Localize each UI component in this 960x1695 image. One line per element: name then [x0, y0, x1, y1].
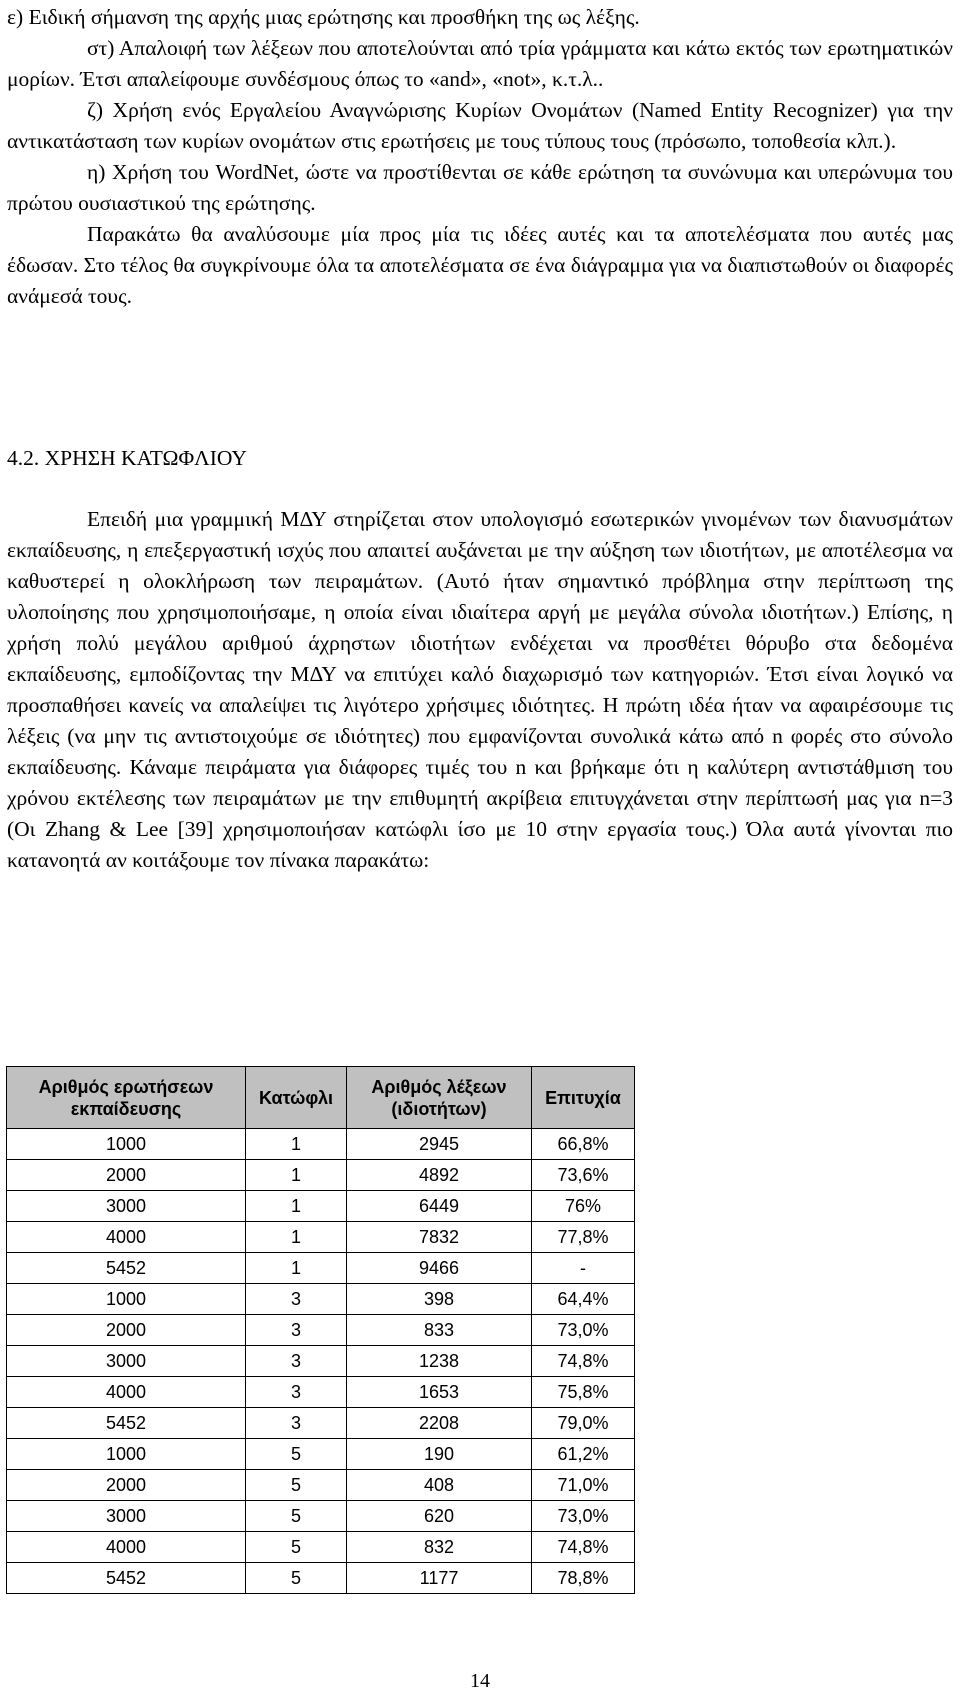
- table-row: [7, 1563, 635, 1594]
- cell-questions: 1000: [7, 1284, 246, 1315]
- table-row: [7, 1160, 635, 1191]
- cell-success: 66,8%: [532, 1129, 635, 1160]
- cell-success: 79,0%: [532, 1408, 635, 1439]
- cell-success: 78,8%: [532, 1563, 635, 1594]
- section-heading: 4.2. ΧΡΗΣΗ ΚΑΤΩΦΛΙΟΥ: [7, 446, 247, 470]
- table-row: [7, 1129, 635, 1160]
- results-table: [6, 1066, 635, 1594]
- cell-success: 64,4%: [532, 1284, 635, 1315]
- cell-success: -: [532, 1253, 635, 1284]
- table-row: [7, 1439, 635, 1470]
- cell-words: 1177: [347, 1563, 532, 1594]
- table-row: [7, 1532, 635, 1563]
- paragraph-intro: Παρακάτω θα αναλύσουμε μία προς μία τις ιδέες αυτές και τα αποτελέσματα που αυτές μας έδωσαν. Στο τέλος θα συγκρίνουμε όλα τα αποτελέσματα σε ένα διάγραμμα για να διαπιστωθούν οι διαφορές ανάμεσά τους.: [7, 222, 953, 308]
- cell-questions: 2000: [7, 1160, 246, 1191]
- cell-words: 833: [347, 1315, 532, 1346]
- cell-threshold: 3: [246, 1346, 347, 1377]
- cell-words: 832: [347, 1532, 532, 1563]
- cell-questions: 3000: [7, 1346, 246, 1377]
- cell-threshold: 1: [246, 1253, 347, 1284]
- cell-threshold: 1: [246, 1160, 347, 1191]
- cell-threshold: 5: [246, 1501, 347, 1532]
- paragraph-item-st: στ) Απαλοιφή των λέξεων που αποτελούνται από τρία γράμματα και κάτω εκτός των ερωτηματικών μορίων. Έτσι απαλείφουμε συνδέσμους όπως το «and», «not», κ.τ.λ..: [7, 36, 953, 91]
- table-row: [7, 1284, 635, 1315]
- cell-threshold: 3: [246, 1408, 347, 1439]
- cell-threshold: 1: [246, 1191, 347, 1222]
- cell-questions: 4000: [7, 1222, 246, 1253]
- cell-words: 1238: [347, 1346, 532, 1377]
- cell-success: 74,8%: [532, 1346, 635, 1377]
- cell-words: 9466: [347, 1253, 532, 1284]
- table-row: [7, 1253, 635, 1284]
- paragraph-item-z: ζ) Χρήση ενός Εργαλείου Αναγνώρισης Κυρίων Ονομάτων (Named Entity Recognizer) για την αντικατάσταση των κυρίων ονομάτων στις ερωτήσεις με τους τύπους τους (πρόσωπο, τοποθεσία κλπ.).: [7, 98, 953, 153]
- header-training-questions: Αριθμός ερωτήσεων εκπαίδευσης: [7, 1067, 246, 1129]
- table-row: [7, 1501, 635, 1532]
- table-row: [7, 1408, 635, 1439]
- cell-questions: 3000: [7, 1501, 246, 1532]
- cell-words: 6449: [347, 1191, 532, 1222]
- cell-words: 2945: [347, 1129, 532, 1160]
- table-row: [7, 1346, 635, 1377]
- cell-questions: 3000: [7, 1191, 246, 1222]
- cell-questions: 5452: [7, 1408, 246, 1439]
- page-number: 14: [470, 1670, 490, 1692]
- paragraph-item-h: η) Χρήση του WordNet, ώστε να προστίθενται σε κάθε ερώτηση τα συνώνυμα και υπερώνυμα του πρώτου ουσιαστικού της ερώτησης.: [7, 160, 953, 215]
- section-body-paragraph: Επειδή μια γραμμική ΜΔΥ στηρίζεται στον υπολογισμό εσωτερικών γινομένων των διανυσμάτων εκπαίδευσης, η επεξεργαστική ισχύς που απαιτεί αυξάνεται με την αύξηση των ιδιοτήτων, με αποτέλεσμα να καθυστερεί η ολοκλήρωση των πειραμάτων. (Αυτό ήταν σημαντικό πρόβλημα στην περίπτωση της υλοποίησης που χρησιμοποιήσαμε, η οποία είναι ιδιαίτερα αργή με μεγάλα σύνολα ιδιοτήτων.) Επίσης, η χρήση πολύ μεγάλου αριθμού άχρηστων ιδιοτήτων ενδέχεται να προσθέτει θόρυβο στα δεδομένα εκπαίδευσης, εμποδίζοντας την ΜΔΥ να επιτύχει καλό διαχωρισμό των κατηγοριών. Έτσι είναι λογικό να προσπαθήσει κανείς να απαλείψει τις λιγότερο χρήσιμες ιδιότητες. Η πρώτη ιδέα ήταν να αφαιρέσουμε τις λέξεις (να μην τις αντιστοιχούμε σε ιδιότητες) που εμφανίζονται συνολικά κάτω από n φορές στο σύνολο εκπαίδευσης. Κάναμε πειράματα για διάφορες τιμές του n και βρήκαμε ότι η καλύτερη αντιστάθμιση του χρόνου εκτέλεσης των πειραμάτων με την επιθυμητή ακρίβεια επιτυγχάνεται στην περίπτωσή μας για n=3 (Οι Zhang & Lee [39] χρησιμοποιήσαν κατώφλι ίσο με 10 στην εργασία τους.) Όλα αυτά γίνονται πιο κατανοητά αν κοιτάξουμε τον πίνακα παρακάτω:: [7, 507, 953, 872]
- cell-threshold: 5: [246, 1563, 347, 1594]
- section-body-block: [7, 504, 953, 876]
- cell-questions: 5452: [7, 1563, 246, 1594]
- cell-threshold: 1: [246, 1129, 347, 1160]
- cell-questions: 4000: [7, 1377, 246, 1408]
- cell-success: 73,0%: [532, 1501, 635, 1532]
- cell-success: 75,8%: [532, 1377, 635, 1408]
- table-row: [7, 1377, 635, 1408]
- cell-success: 74,8%: [532, 1532, 635, 1563]
- cell-threshold: 5: [246, 1532, 347, 1563]
- cell-words: 620: [347, 1501, 532, 1532]
- cell-questions: 2000: [7, 1315, 246, 1346]
- cell-success: 73,6%: [532, 1160, 635, 1191]
- cell-questions: 1000: [7, 1129, 246, 1160]
- cell-questions: 4000: [7, 1532, 246, 1563]
- cell-success: 71,0%: [532, 1470, 635, 1501]
- cell-threshold: 3: [246, 1315, 347, 1346]
- cell-success: 76%: [532, 1191, 635, 1222]
- paragraph-item-e: ε) Ειδική σήμανση της αρχής μιας ερώτησης και προσθήκη της ως λέξης.: [7, 5, 640, 29]
- cell-questions: 1000: [7, 1439, 246, 1470]
- cell-questions: 2000: [7, 1470, 246, 1501]
- cell-words: 7832: [347, 1222, 532, 1253]
- list-items-block: [7, 2, 953, 312]
- cell-success: 77,8%: [532, 1222, 635, 1253]
- cell-questions: 5452: [7, 1253, 246, 1284]
- cell-threshold: 1: [246, 1222, 347, 1253]
- header-word-count: Αριθμός λέξεων (ιδιοτήτων): [347, 1067, 532, 1129]
- cell-threshold: 3: [246, 1377, 347, 1408]
- cell-words: 190: [347, 1439, 532, 1470]
- cell-success: 61,2%: [532, 1439, 635, 1470]
- table-row: [7, 1315, 635, 1346]
- table-row: [7, 1191, 635, 1222]
- cell-success: 73,0%: [532, 1315, 635, 1346]
- cell-threshold: 3: [246, 1284, 347, 1315]
- cell-words: 2208: [347, 1408, 532, 1439]
- cell-words: 4892: [347, 1160, 532, 1191]
- table-header-row: [7, 1067, 635, 1129]
- cell-threshold: 5: [246, 1470, 347, 1501]
- cell-threshold: 5: [246, 1439, 347, 1470]
- table-row: [7, 1470, 635, 1501]
- table-body: [7, 1129, 635, 1594]
- table-row: [7, 1222, 635, 1253]
- cell-words: 1653: [347, 1377, 532, 1408]
- cell-words: 398: [347, 1284, 532, 1315]
- header-success: Επιτυχία: [532, 1067, 635, 1129]
- cell-words: 408: [347, 1470, 532, 1501]
- header-threshold: Κατώφλι: [246, 1067, 347, 1129]
